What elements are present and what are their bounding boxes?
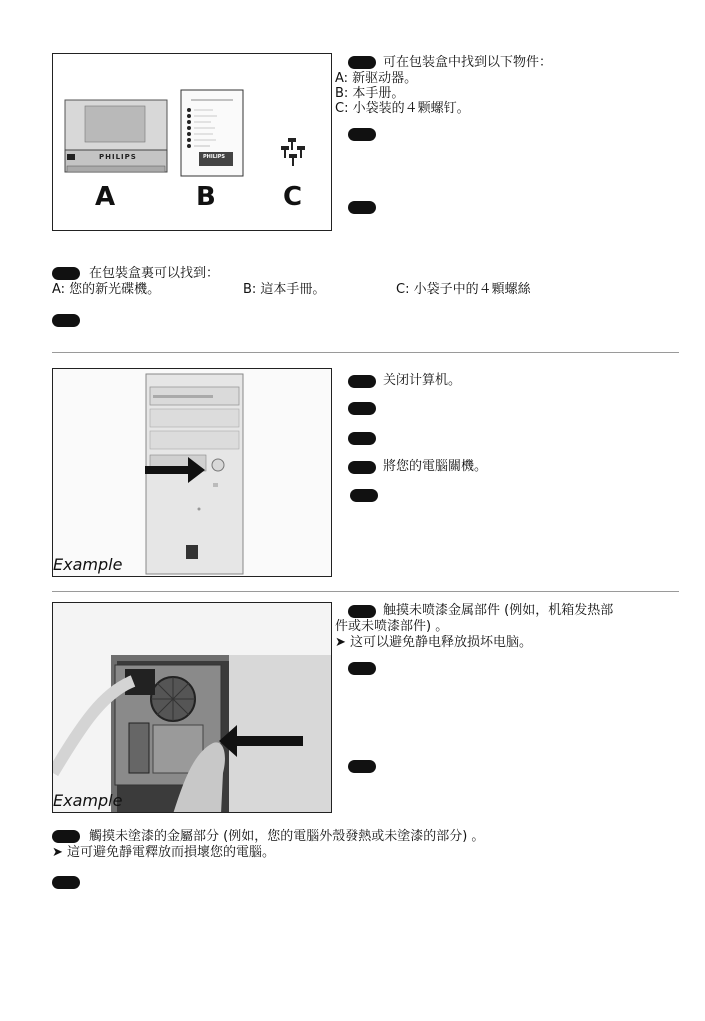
grounding-note-simplified: ➤ 这可以避免静电释放损坏电脑。 <box>335 635 533 650</box>
computer-back-illustration <box>53 603 332 813</box>
drive-illustration <box>65 100 167 172</box>
grounding-note-traditional: ➤ 這可避免靜電釋放而損壞您的電腦。 <box>52 845 276 860</box>
label-c: C <box>283 182 303 212</box>
label-b: B <box>196 182 216 212</box>
language-marker <box>52 830 80 843</box>
example-label: Example <box>53 555 123 574</box>
language-marker <box>348 760 376 773</box>
grounding-figure <box>52 602 332 813</box>
language-marker <box>348 375 376 388</box>
shutdown-step-simplified: 关闭计算机。 <box>383 373 462 388</box>
shutdown-figure <box>52 368 332 577</box>
contents-item-c-traditional: C: 小袋子中的４顆螺絲 <box>396 282 531 297</box>
shutdown-step-traditional: 將您的電腦關機。 <box>383 459 488 474</box>
contents-item-b-simplified: B: 本手册。 <box>335 86 405 101</box>
grounding-step-traditional: 觸摸未塗漆的金屬部分 (例如，您的電腦外殼發熱或未塗漆的部分) 。 <box>89 829 485 844</box>
grounding-step-simplified-line2: 件或未喷漆部件) 。 <box>335 619 449 634</box>
language-marker <box>348 402 376 415</box>
language-marker <box>348 128 376 141</box>
language-marker <box>52 314 80 327</box>
language-marker <box>52 876 80 889</box>
language-marker <box>348 56 376 69</box>
contents-item-b-traditional: B: 這本手冊。 <box>243 282 326 297</box>
contents-item-c-simplified: C: 小袋装的４颗螺钉。 <box>335 101 470 116</box>
contents-item-a-simplified: A: 新驱动器。 <box>335 71 418 86</box>
contents-item-a-traditional: A: 您的新光碟機。 <box>52 282 161 297</box>
language-marker <box>52 267 80 280</box>
language-marker <box>348 461 376 474</box>
language-marker <box>348 662 376 675</box>
contents-figure <box>52 53 332 231</box>
section-divider <box>52 591 679 592</box>
language-marker <box>350 489 378 502</box>
language-marker <box>348 605 376 618</box>
manual-brand: PHILIPS <box>203 154 226 160</box>
label-a: A <box>95 182 116 212</box>
drive-brand: PHILIPS <box>99 153 137 161</box>
screws-illustration <box>281 138 305 166</box>
language-marker <box>348 432 376 445</box>
contents-intro-simplified: 可在包装盒中找到以下物件： <box>383 55 553 70</box>
example-label: Example <box>53 791 123 810</box>
contents-intro-traditional: 在包裝盒裏可以找到： <box>89 266 220 281</box>
computer-front-illustration <box>53 369 332 577</box>
section-divider <box>52 352 679 353</box>
grounding-step-simplified-line1: 触摸未喷漆金属部件 (例如，机箱发热部 <box>383 603 614 618</box>
manual-illustration <box>181 90 243 176</box>
language-marker <box>348 201 376 214</box>
